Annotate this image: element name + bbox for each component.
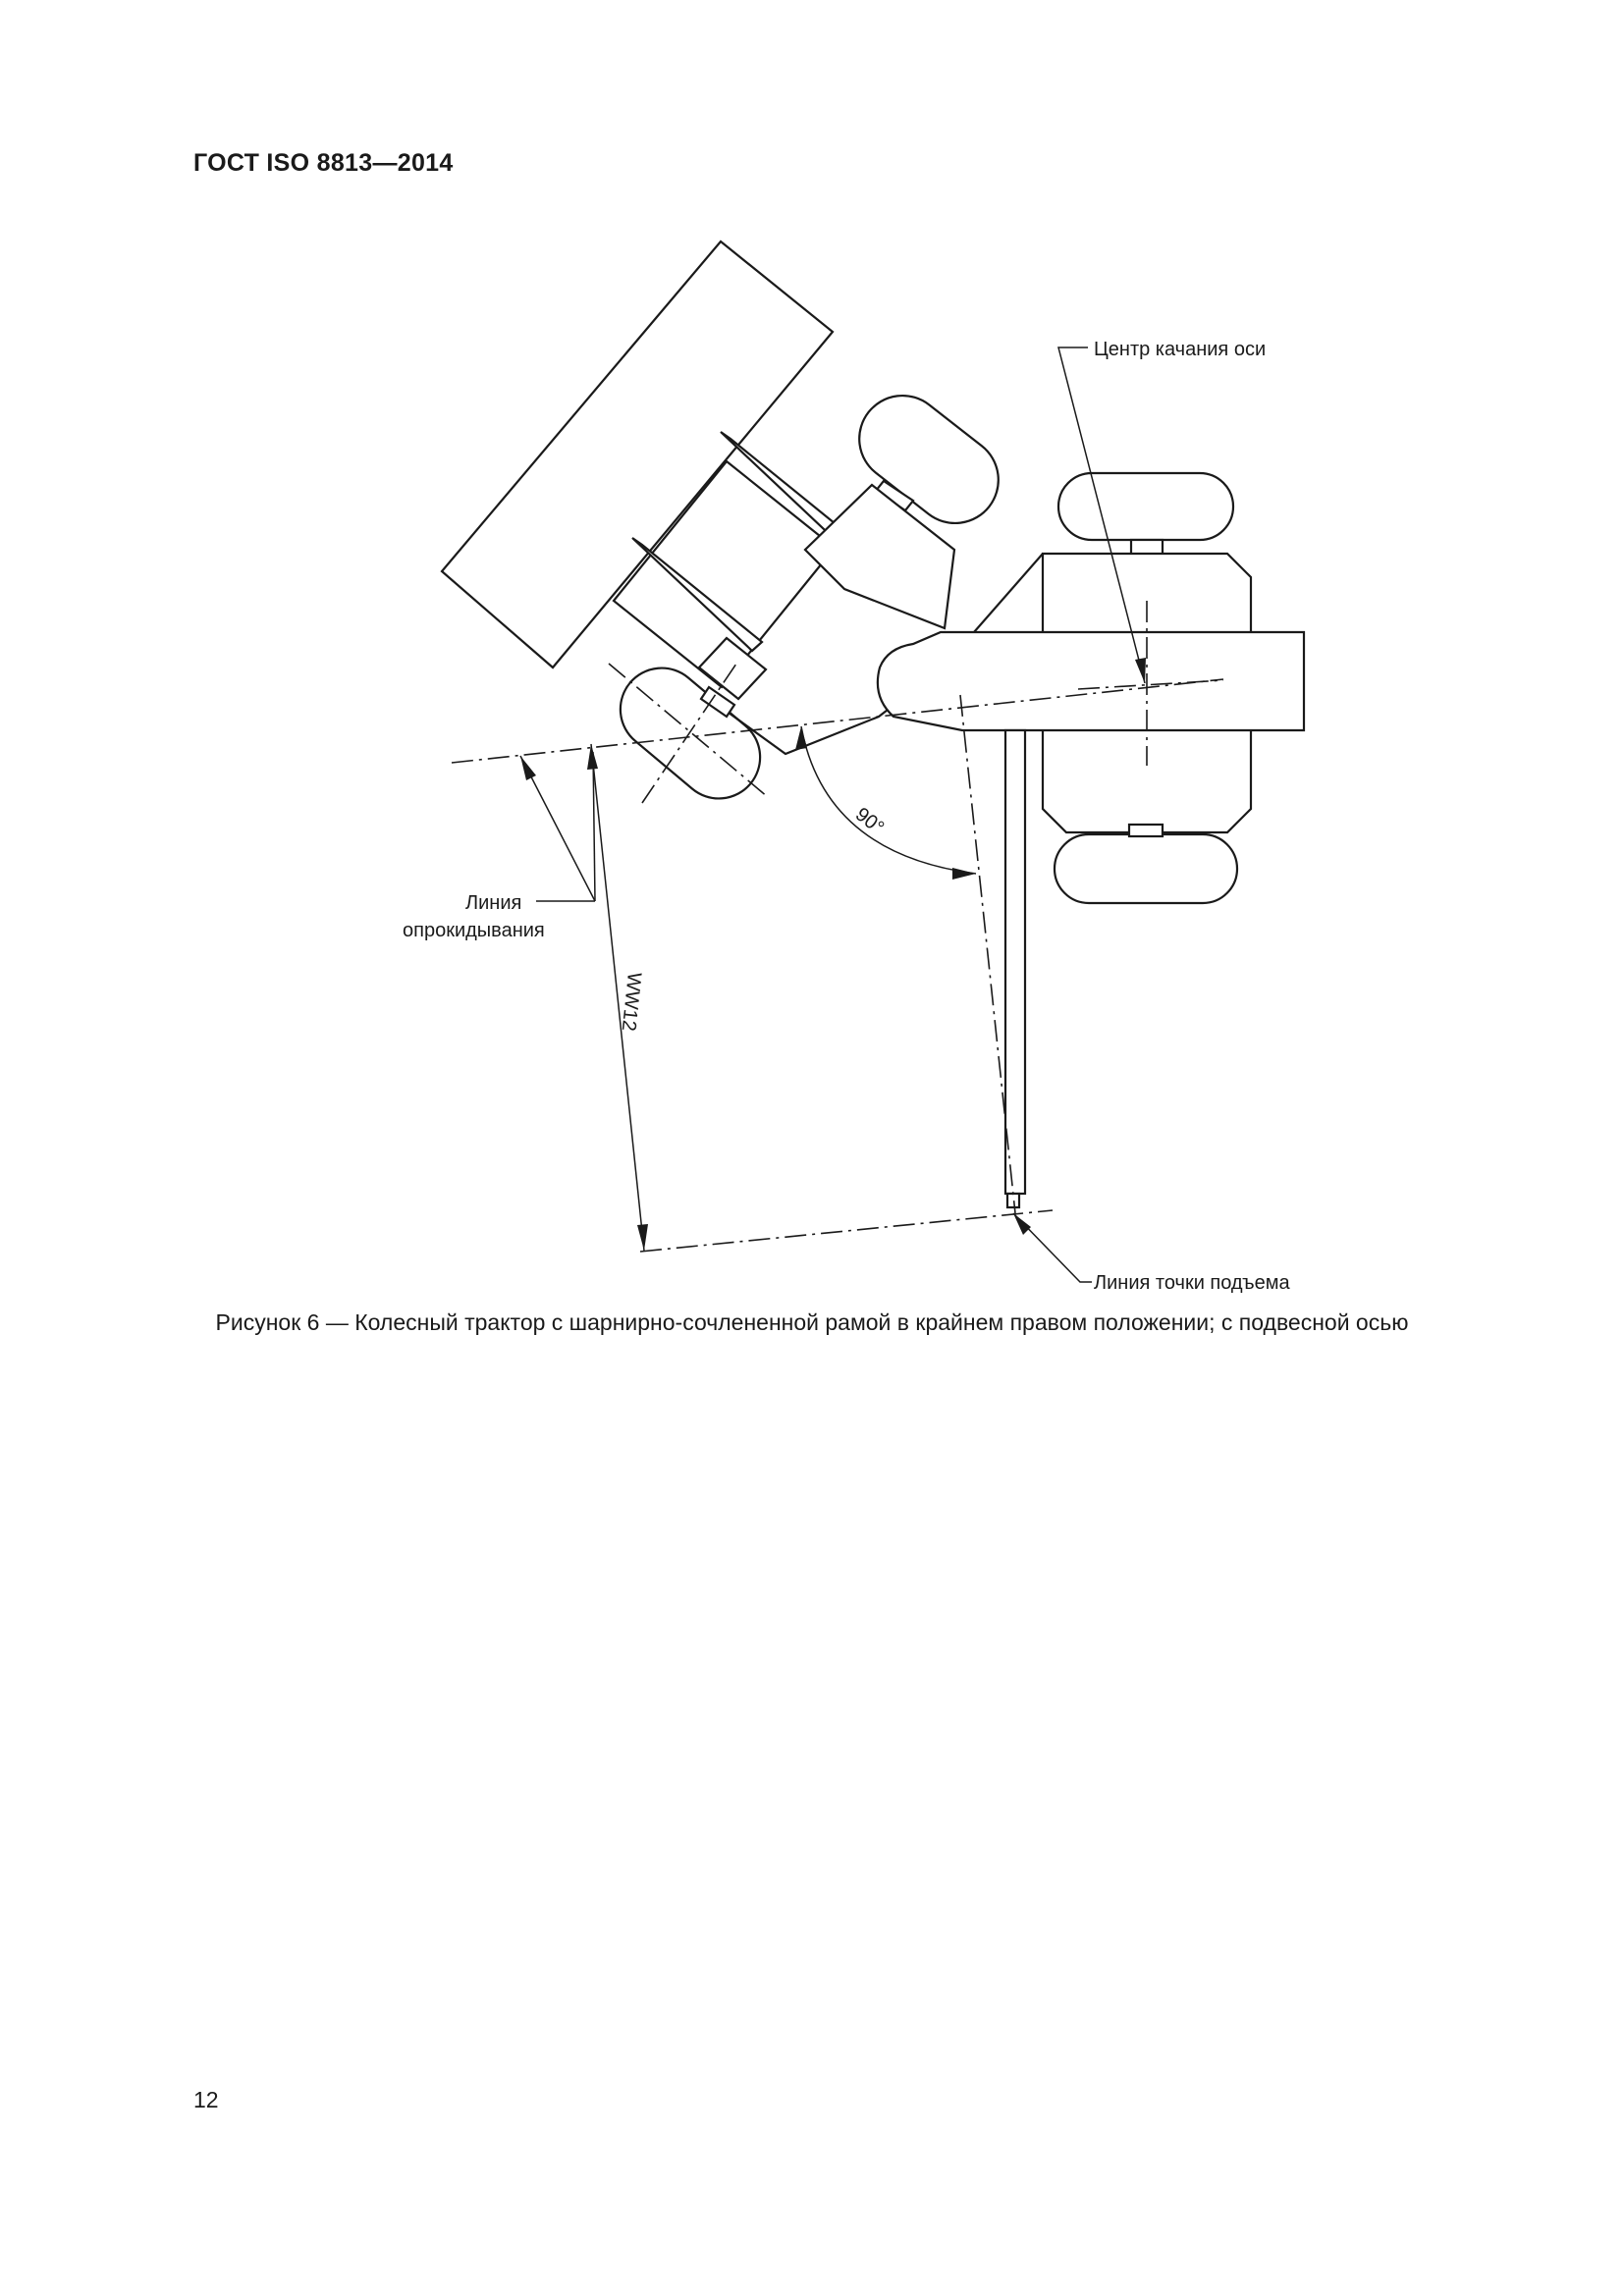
tipping-arrow-1	[520, 756, 536, 780]
lift-point-line	[640, 1210, 1053, 1252]
lift-point-label: Линия точки подъема	[1094, 1272, 1290, 1294]
drawbar	[1005, 730, 1025, 1194]
main-frame	[878, 632, 1304, 730]
figure-caption: Рисунок 6 — Колесный трактор с шарнирно-сочлененной рамой в крайнем правом положении; с подвесной осью	[215, 1309, 1409, 1335]
rear-body-slope	[974, 554, 1043, 632]
drawbar-tip	[1007, 1194, 1019, 1207]
angle-arc	[801, 726, 976, 874]
axis-center-label: Центр качания оси	[1094, 339, 1267, 360]
rear-wheel-lower	[1055, 834, 1237, 903]
dimension-label: WW12	[617, 971, 645, 1033]
lift-point-arrow	[1013, 1213, 1031, 1235]
angle-label: 90°	[850, 803, 889, 839]
document-header: ГОСТ ISO 8813—2014	[193, 149, 454, 177]
tipping-line-label-2: опрокидывания	[403, 920, 545, 941]
angle-arrow-bottom	[952, 868, 976, 880]
rear-wheel-lower-hub	[1129, 825, 1163, 836]
rear-wheel-upper	[1058, 473, 1233, 540]
tipping-line-label-1: Линия	[465, 892, 522, 914]
angle-arrow-top	[795, 726, 807, 750]
page-number: 12	[193, 2087, 219, 2112]
dimension-arrow-bottom	[637, 1224, 648, 1251]
